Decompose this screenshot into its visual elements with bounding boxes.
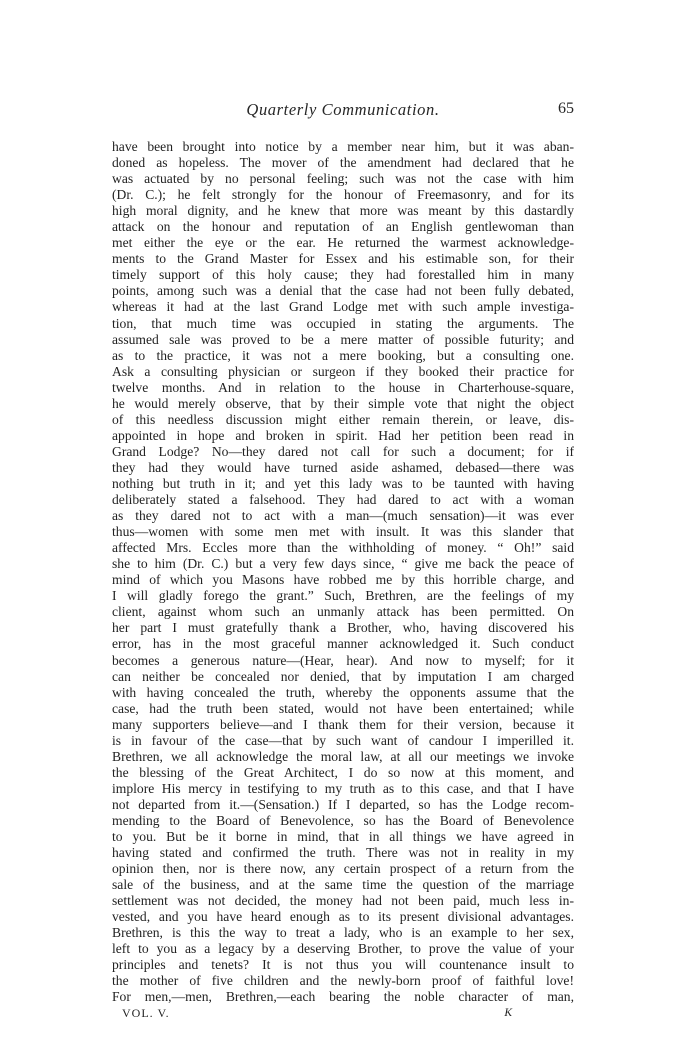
text-line: twelve months. And in relation to the house in Charterhouse-square,: [112, 379, 574, 395]
text-line: Brethren, we all acknowledge the moral law, at all our meetings we invoke: [112, 748, 574, 764]
text-line: ments to the Grand Master for Essex and his estimable son, for their: [112, 251, 574, 267]
text-line: to you. But be it borne in mind, that in all things we have agreed in: [112, 829, 574, 845]
text-line: For men,—men, Brethren,—each bearing the noble character of man,: [112, 989, 574, 1005]
text-line: was actuated by no personal feeling; such was not the case with him: [112, 171, 574, 187]
text-line: (Dr. C.); he felt strongly for the honour of Freemasonry, and for its: [112, 187, 574, 203]
text-line: Grand Lodge? No—they dared not call for such a document; for if: [112, 443, 574, 459]
running-title: Quarterly Communication.: [246, 100, 440, 119]
text-line: have been brought into notice by a member near him, but it was aban-: [112, 139, 574, 154]
text-line: the blessing of the Great Architect, I do so now at this moment, and: [112, 764, 574, 780]
text-line: points, among such was a denial that the case had not been fully debated,: [112, 283, 574, 299]
text-line: he would merely observe, that by their simple vote that night the object: [112, 395, 574, 411]
text-line: settlement was not decided, the money had not been paid, much less in-: [112, 893, 574, 909]
text-line: high moral dignity, and he knew that more was meant by this dastardly: [112, 203, 574, 219]
text-line: thus—women with some men met with insult. It was this slander that: [112, 524, 574, 540]
text-line: met either the eye or the ear. He returned the warmest acknowledge-: [112, 235, 574, 251]
text-line: attack on the honour and reputation of an English gentlewoman than: [112, 219, 574, 235]
text-line: case, had the truth been stated, would not have been entertained; while: [112, 700, 574, 716]
signature-mark: K: [504, 1006, 512, 1019]
page-header: [112, 100, 574, 124]
text-line: vested, and you have heard enough as to its present divisional advantages.: [112, 909, 574, 925]
text-line: assumed sale was proved to be a mere matter of possible futurity; and: [112, 331, 574, 347]
text-line: client, against whom such an unmanly attack has been permitted. On: [112, 604, 574, 620]
text-line: nothing but truth in it; and yet this lady was to be taunted with having: [112, 475, 574, 491]
text-line: whereas it had at the last Grand Lodge met with such ample investiga-: [112, 299, 574, 315]
text-line: doned as hopeless. The mover of the amendment had declared that he: [112, 155, 574, 171]
text-line: error, has in the most graceful manner acknowledged it. Such conduct: [112, 636, 574, 652]
text-line: deliberately stated a falsehood. They had dared to act with a woman: [112, 492, 574, 508]
text-line: they had they would have turned aside ashamed, debased—there was: [112, 459, 574, 475]
text-line: sale of the business, and at the same time the question of the marriage: [112, 877, 574, 893]
page-number: 65: [558, 100, 574, 117]
text-line: opinion then, nor is there now, any certain prospect of a return from the: [112, 861, 574, 877]
text-line: can neither be concealed nor denied, that by imputation I am charged: [112, 668, 574, 684]
text-line: the mother of five children and the newly-born proof of faithful love!: [112, 973, 574, 989]
text-line: not departed from it.—(Sensation.) If I departed, so has the Lodge recom-: [112, 796, 574, 812]
volume-label: VOL. V.: [122, 1005, 170, 1020]
text-line: I will gladly forego the grant.” Such, Brethren, are the feelings of my: [112, 588, 574, 604]
text-line: principles and tenets? It is not thus you will countenance insult to: [112, 957, 574, 973]
text-line: she to him (Dr. C.) but a very few days since, “ give me back the peace of: [112, 556, 574, 572]
text-line: tion, that much time was occupied in stating the arguments. The: [112, 315, 574, 331]
text-line: is in favour of the case—that by such want of candour I imperilled it.: [112, 732, 574, 748]
text-line: timely support of this holy cause; they had forestalled him in many: [112, 267, 574, 283]
text-line: of this needless discussion might either remain therein, or leave, dis-: [112, 411, 574, 427]
document-page: [112, 100, 574, 1022]
text-line: left to you as a legacy by a deserving Brother, to prove the value of your: [112, 941, 574, 957]
text-line: Ask a consulting physician or surgeon if they booked their practice for: [112, 363, 574, 379]
text-line: many supporters believe—and I thank them for their version, because it: [112, 716, 574, 732]
text-line: mind of which you Masons have robbed me by this horrible charge, and: [112, 572, 574, 588]
text-line: mending to the Board of Benevolence, so has the Board of Benevolence: [112, 812, 574, 828]
text-line: becomes a generous nature—(Hear, hear). And now to myself; for it: [112, 652, 574, 668]
text-line: as they dared not to act with a man—(much sensation)—it was ever: [112, 508, 574, 524]
page-footer: [112, 1006, 574, 1022]
text-line: as to the practice, it was not a mere booking, but a consulting one.: [112, 347, 574, 363]
text-line: having stated and confirmed the truth. There was not in reality in my: [112, 845, 574, 861]
text-line: appointed in hope and broken in spirit. Had her petition been read in: [112, 427, 574, 443]
text-line: Brethren, is this the way to treat a lady, who is an example to her sex,: [112, 925, 574, 941]
text-line: her part I must gratefully thank a Brother, who, having discovered his: [112, 620, 574, 636]
text-line: implore His mercy in testifying to my truth as to this case, and that I have: [112, 780, 574, 796]
text-line: affected Mrs. Eccles more than the withholding of money. “ Oh!” said: [112, 540, 574, 556]
body-text: [112, 139, 574, 1006]
text-line: with having concealed the truth, whereby the opponents assume that the: [112, 684, 574, 700]
